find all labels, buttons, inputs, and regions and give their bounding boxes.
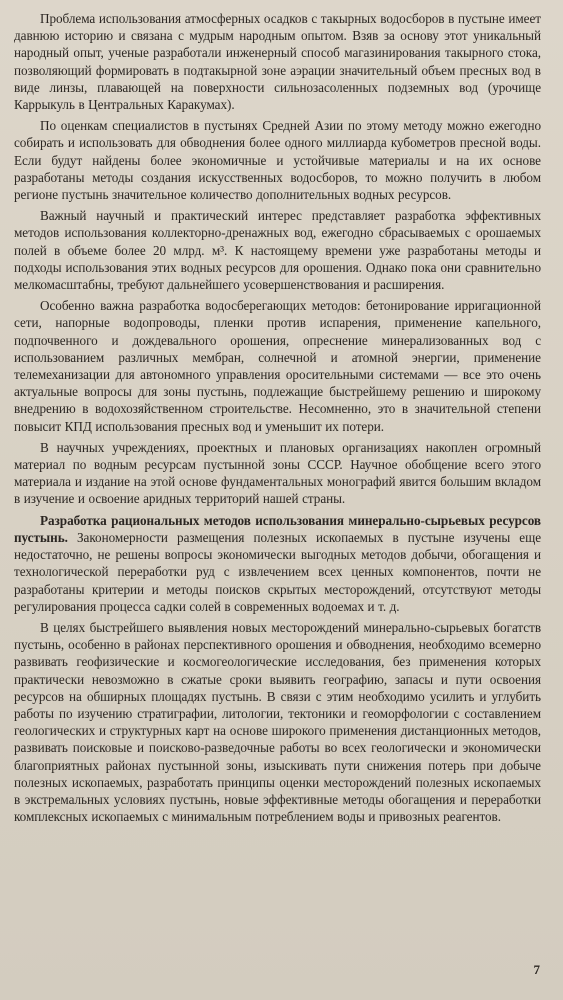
paragraph-7	[14, 619, 541, 825]
section-heading: Разработка рациональных методов использования минерально-сырьевых ресурсов пустынь.	[14, 512, 541, 545]
paragraph-3	[14, 207, 541, 293]
paragraph-6	[14, 512, 541, 615]
paragraph-text: Важный научный и практический интерес представляет разработка эффективных методов использования коллекторно-дренажных вод, ежегодно сбрасываемых с орошаемых полей в объеме более 20 млрд. м³. К настоящему времени уже разработаны методы и подходы использования этих водных ресурсов для орошения. Однако пока они сравнительно мелкомасштабны, требуют дальнейшего усовершенствования и расширения.	[14, 208, 541, 293]
paragraph-text: Проблема использования атмосферных осадков с такырных водосборов в пустыне имеет давнюю историю и связана с мудрым народным опытом. Взяв за основу этот уникальный народный опыт, ученые разработали инженерный способ магазинирования такырного стока, позволяющий формировать в подтакырной зоне аэрации значительный объем пресных вод в виде линзы, плавающей на поверхности сильнозасоленных подземных вод (урочище Каррыкуль в Центральных Каракумах).	[14, 11, 541, 113]
paragraph-text: По оценкам специалистов в пустынях Средней Азии по этому методу можно ежегодно собирать и использовать для обводнения более одного миллиарда кубометров пресной воды. Если будут найдены более экономичные и устойчивые материалы и на их основе разработаны методы создания искусственных водосборов, то можно получить в любом регионе пустынь значительное количество дополнительных водных ресурсов.	[14, 118, 541, 203]
paragraph-text: В целях быстрейшего выявления новых месторождений минерально-сырьевых богатств пустынь, особенно в районах перспективного орошения и обводнения, необходимо всемерно развивать геофизические и космогеологические исследования, без применения которых практически невозможно в сжатые сроки выявить географию, запасы и пути освоения ресурсов на обширных площадях пустынь. В связи с этим необходимо усилить и углубить работы по изучению стратиграфии, литологии, тектоники и геоморфологии с составлением геологических и структурных карт на основе широкого применения дистанционных методов, развивать поисковые и поисково-разведочные работы во всех геологически и экономически благоприятных районах пустынной зоны, изыскивать пути снижения потерь при добыче полезных ископаемых, разработать принципы оценки месторождений полезных ископаемых в экстремальных условиях пустынь, новые эффективные методы обогащения и переработки комплексных ископаемых с минимальным потреблением воды и привозных реагентов.	[14, 619, 541, 825]
paragraph-5	[14, 439, 541, 508]
paragraph-4	[14, 297, 541, 435]
paragraph-text: Закономерности размещения полезных ископаемых в пустыне изучены еще недостаточно, не решены вопросы экономически выгодных методов добычи, обогащения и технологической переработки руд с извлечением всех ценных компонентов, почти не разработаны критерии и методы поисков скрытых месторождений, отсутствуют методы регулирования процесса садки солей в современных водоемах и т. д.	[14, 529, 541, 614]
paragraph-1	[14, 10, 541, 113]
paragraph-text: В научных учреждениях, проектных и плановых организациях накоплен огромный материал по водным ресурсам пустынной зоны СССР. Научное обобщение всего этого материала и издание на этой основе фундаментальных монографий явится большим вкладом в изучение и освоение аридных территорий нашей страны.	[14, 439, 541, 507]
page-number: 7	[533, 962, 540, 977]
paragraph-text: Особенно важна разработка водосберегающих методов: бетонирование ирригационной сети, напорные водопроводы, пленки против испарения, применение капельного, подпочвенного и дождевального орошения, опреснение минерализованных вод с использованием различных мембран, солнечной и атомной энергии, применение телемеханизации для автономного управления оросительными системами — все это очень актуальные вопросы для зоны пустынь, подлежащие быстрейшему решению и широкому внедрению в водохозяйственном строительстве. Несомненно, это в значительной степени повысит КПД использования пресных вод и уменьшит их потери.	[14, 298, 541, 434]
paragraph-2	[14, 117, 541, 203]
